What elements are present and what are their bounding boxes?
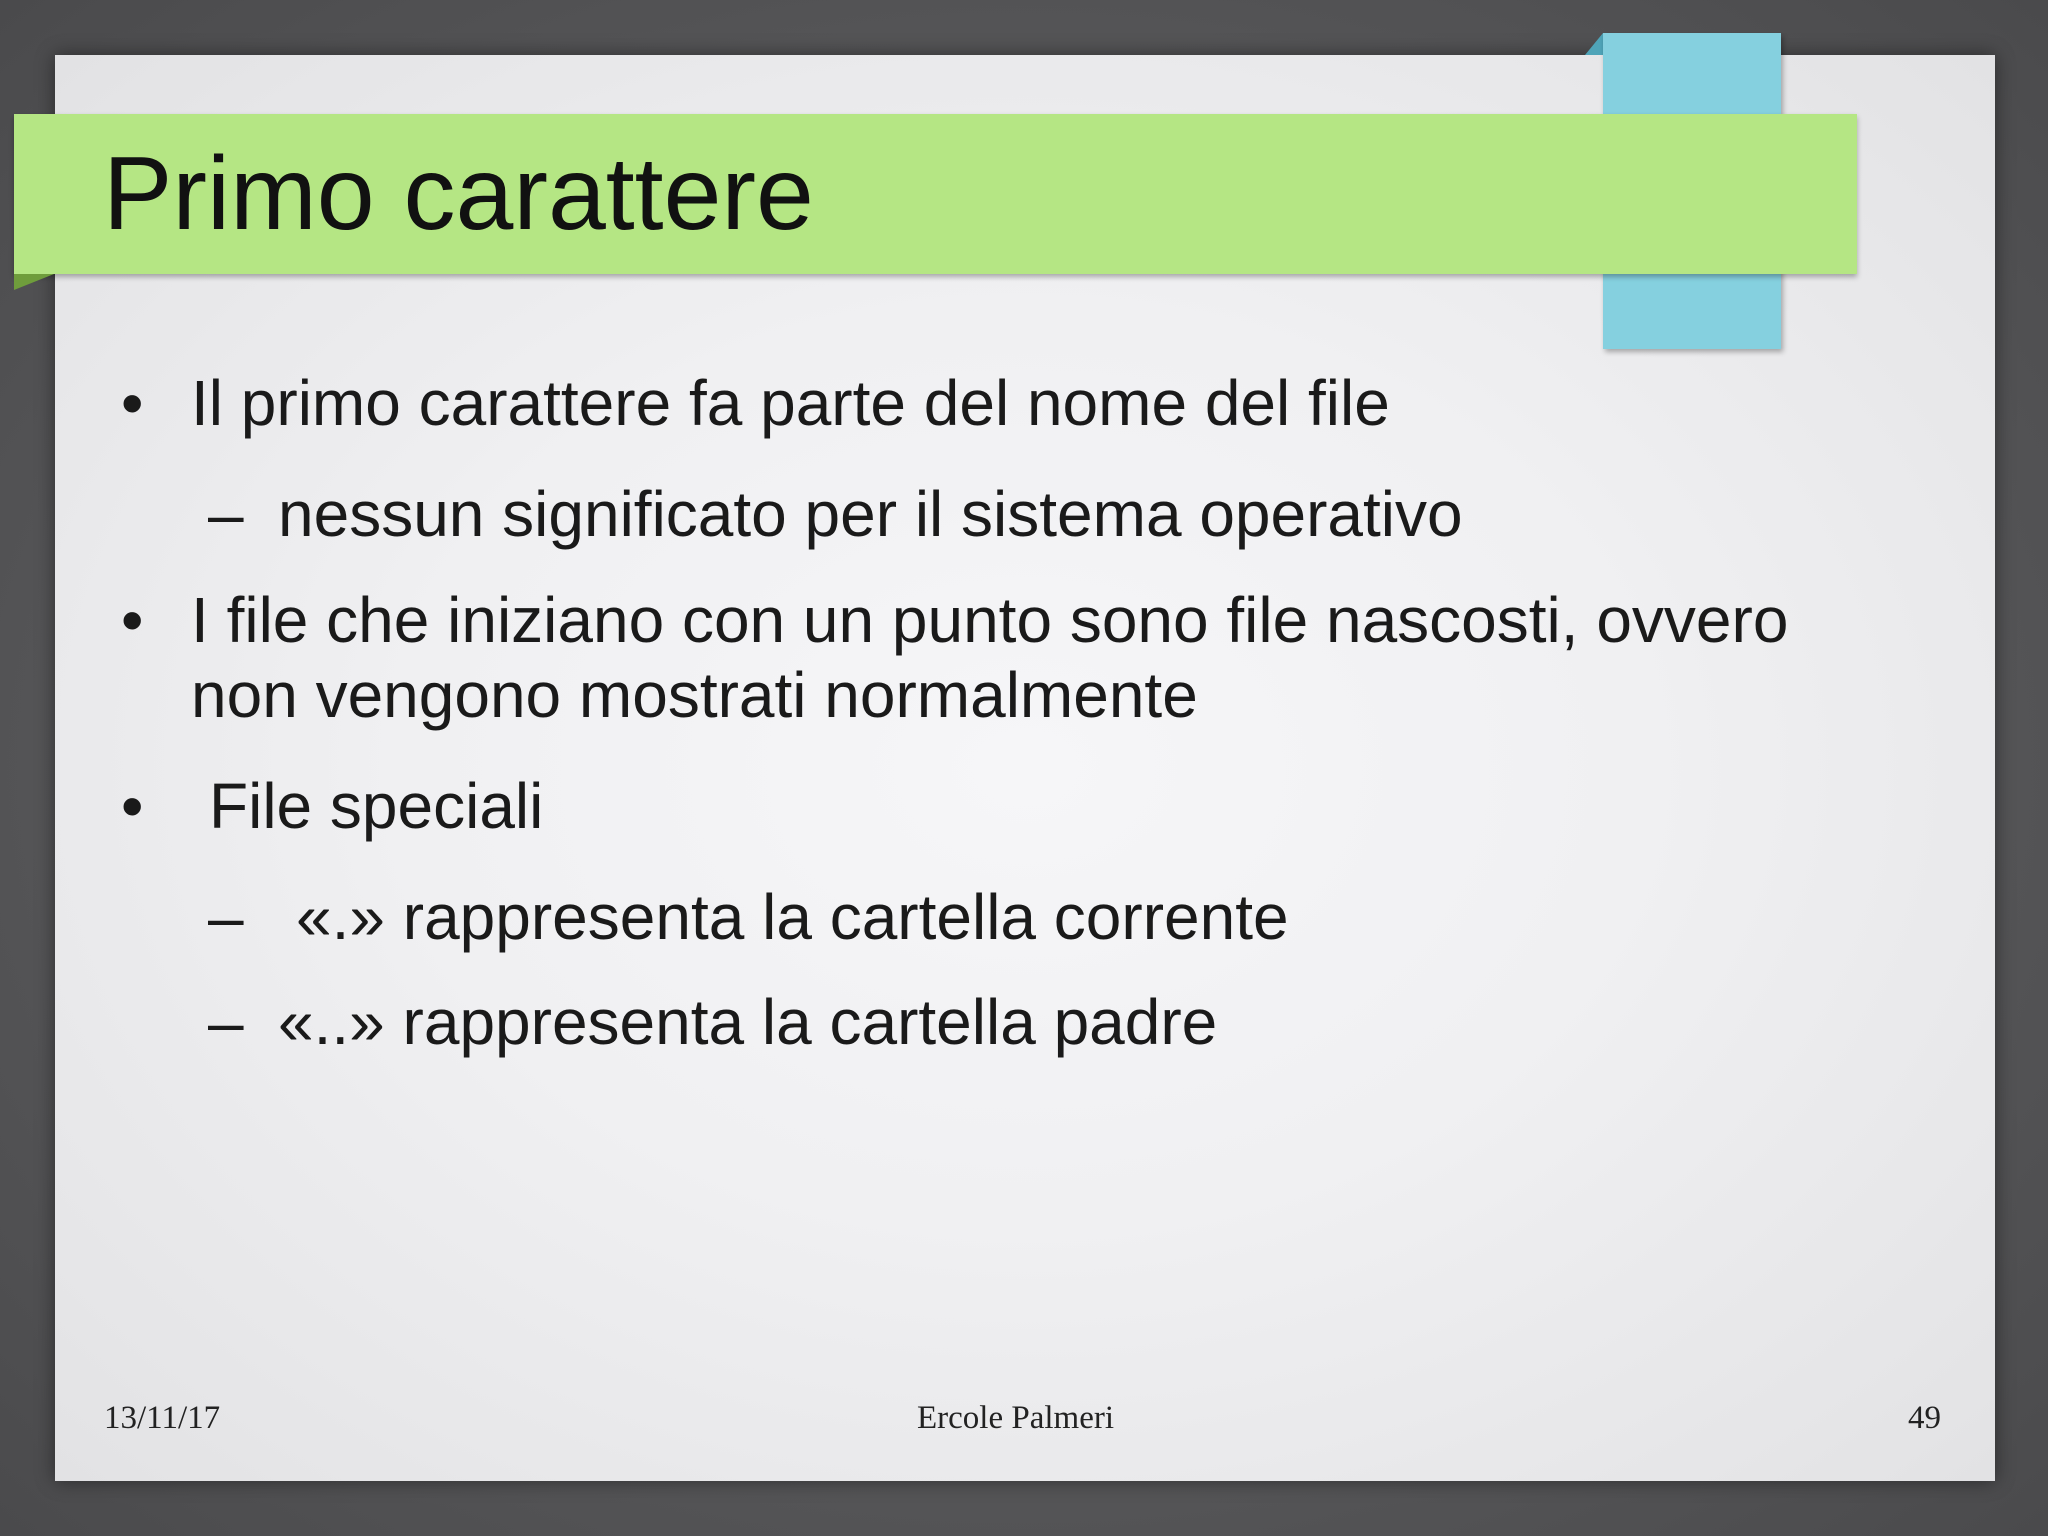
bullet-text: File speciali [209, 770, 544, 842]
slide-title: Primo carattere [103, 136, 814, 252]
bullet-marker: • [121, 770, 144, 842]
sub-bullet-marker: – [208, 478, 244, 550]
footer-author: Ercole Palmeri [917, 1400, 1115, 1436]
bullet-text-line-1: I file che iniziano con un punto sono file nascosti, ovvero [191, 584, 1789, 656]
bullet-text-line-2: non vengono mostrati normalmente [191, 659, 1198, 731]
sub-bullet-marker: – [208, 881, 244, 953]
sub-bullet-marker: – [208, 986, 244, 1058]
bullet-marker: • [121, 367, 144, 439]
footer-page-number: 49 [1908, 1400, 1941, 1436]
sub-bullet-text: «..» rappresenta la cartella padre [278, 986, 1218, 1058]
bullet-marker: • [121, 584, 144, 656]
footer-date: 13/11/17 [104, 1400, 221, 1436]
sub-bullet-text: nessun significato per il sistema operativo [278, 478, 1463, 550]
sub-bullet-text: «.» rappresenta la cartella corrente [296, 881, 1289, 953]
bullet-text: Il primo carattere fa parte del nome del file [191, 367, 1390, 439]
